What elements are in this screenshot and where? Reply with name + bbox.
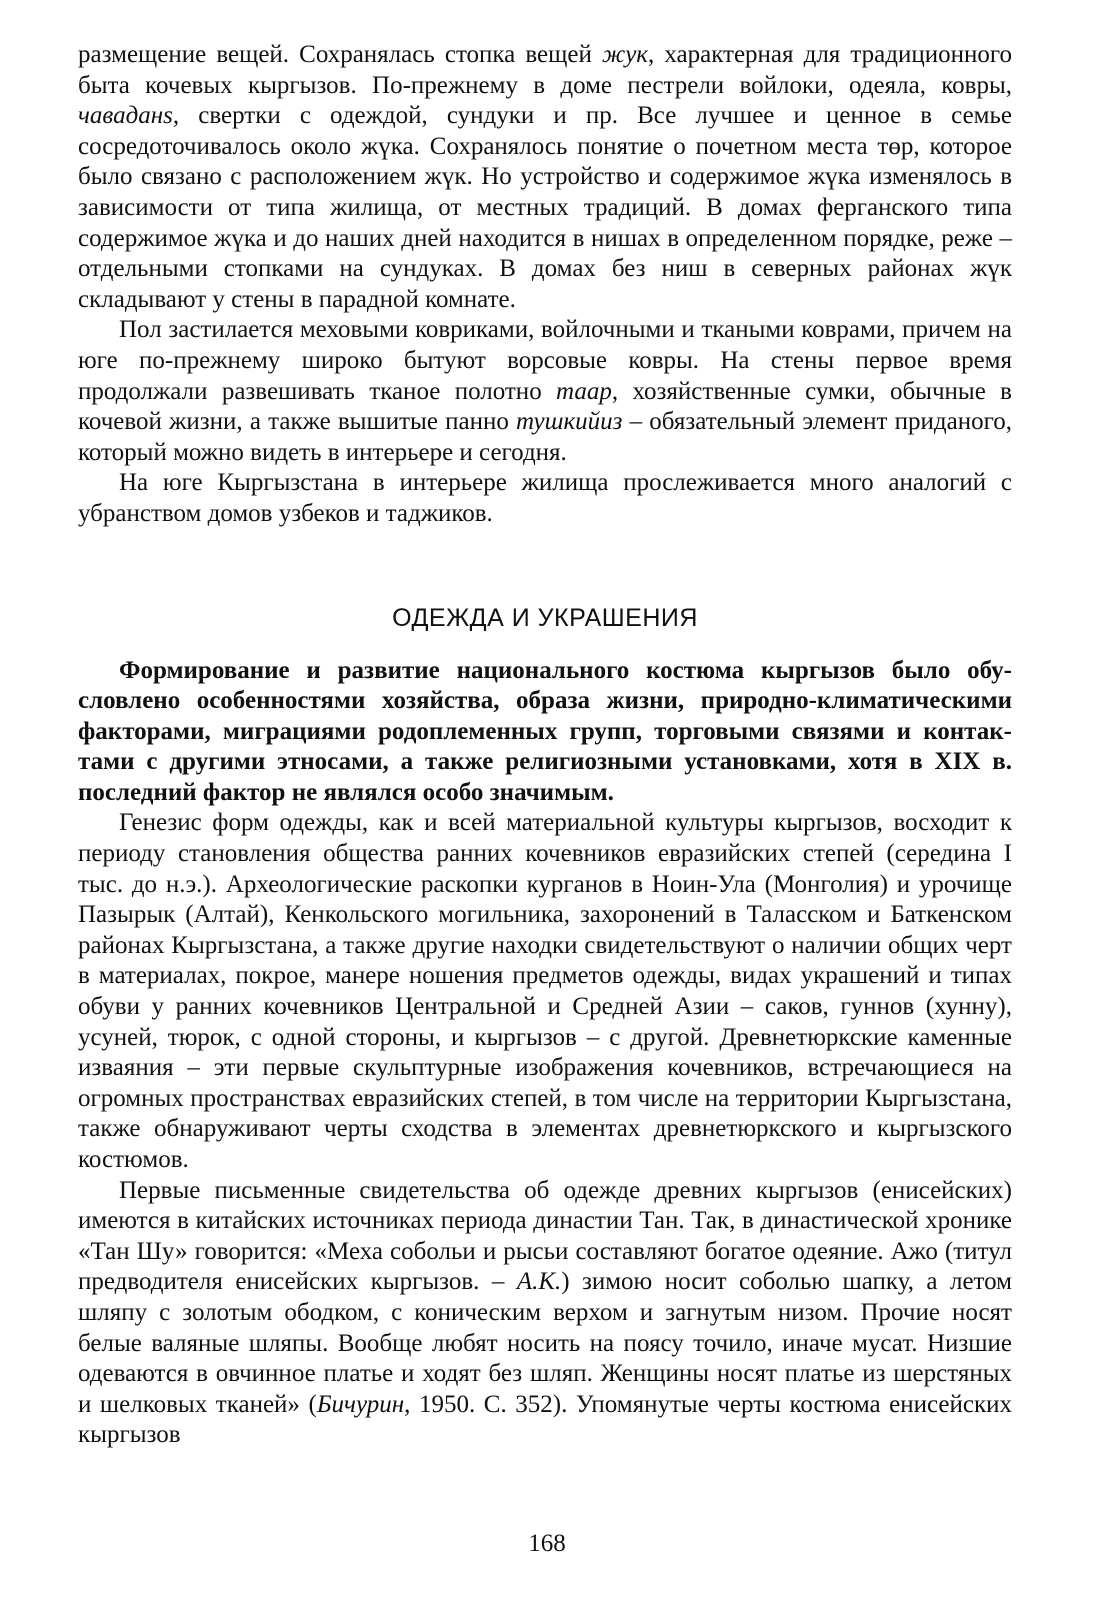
- italic-term: А.К.: [516, 1268, 562, 1296]
- italic-term: Бичурин: [316, 1390, 405, 1418]
- text-run: Пол застилается меховыми ковриками, войлочными и ткаными коврами, причем на юге по-прежнему широко бытуют ворсовые ковры. На стены первое время продолжали развешивать тканое полотно: [78, 316, 1012, 405]
- text-run: , свертки с одеждой, сундуки и пр. Все лучшее и ценное в семье сосредоточивалось около жүка. Сохранялось понятие о почетном места төр, которое было связано с расположением жүк. Но устройство и содержимое жүка изменялось в зависимости от типа жилища, от местных традиций. В домах ферганского типа содержимое жүка и до наших дней находится в нишах в определенном порядке, реже – отдельными стопками на сундуках. В домах без ниш в северных районах жүк складывают у стены в парадной комнате.: [78, 102, 1012, 313]
- paragraph: [78, 315, 1012, 468]
- page-number: 168: [528, 1530, 566, 1557]
- text-block-bottom: [78, 656, 1012, 1451]
- italic-term: тушкийиз: [516, 408, 623, 436]
- text-block-top: [78, 40, 1012, 530]
- text-run: Формирование и развитие национального костюма кыргызов было обусловлено особенностями хозяйства, образа жизни, природно-климатическими факторами, миграциями родоплеменных групп, торговыми связями и контактами с другими этносами, а также религиозными установками, хотя в XIX в. последний фактор не являлся особо значимым.: [78, 656, 1012, 806]
- paragraph: [78, 808, 1012, 1175]
- text-run: , 1950. С. 352). Упомянутые черты костюма енисейских кыргызов: [78, 1390, 1012, 1449]
- text-run: Генезис форм одежды, как и всей материальной культуры кыргызов, восходит к периоду становления общества ранних кочевников евразийских степей (середина I тыс. до н.э.). Археологические раскопки курганов в Ноин-Ула (Монголия) и урочище Пазырык (Алтай), Кенкольского могильника, захоронений в Таласском и Баткенском районах Кыргызстана, а также другие находки свидетельствуют о наличии общих черт в материалах, покрое, манере ношения предметов одежды, видах украшений и типах обуви у ранних кочевников Центральной и Средней Азии – саков, гуннов (хунну), усуней, тюрок, с одной стороны, и кыргызов – с другой. Древнетюркские каменные изваяния – эти первые скульптурные изображения кочевников, встречающиеся на огромных пространствах евразийских степей, в том числе на территории Кыргызстана, также обнаруживают черты сходства в элементах древнетюркского и кыргызского костюмов.: [78, 809, 1012, 1173]
- text-run: размещение вещей. Сохранялась стопка вещей: [78, 41, 602, 68]
- paragraph: [78, 40, 1012, 315]
- text-run: Первые письменные свидетельства об одежде древних кыргызов (енисейских) имеются в китайских источниках периода династии Тан. Так, в династической хронике «Тан Шу» говорится: «Меха собольи и рысьи составляют богатое одеяние. Ажо (титул предводителя енисейских кыргызов. –: [78, 1176, 1012, 1296]
- paragraph: [78, 656, 1012, 809]
- italic-term: жук: [601, 41, 648, 68]
- section-title: ОДЕЖДА И УКРАШЕНИЯ: [392, 603, 698, 632]
- paragraph: [78, 1176, 1012, 1451]
- text-run: , характерная для традиционного быта кочевых кыргызов. По-прежнему в доме пестрели войлоки, одеяла, ковры,: [78, 41, 1012, 99]
- page-content: [78, 40, 1012, 1451]
- text-run: , хозяйственные сумки, обычные в кочевой жизни, а также вышитые панно: [78, 377, 1012, 436]
- text-run: На юге Кыргызстана в интерьере жилища прослеживается много аналогий с убранством домов узбеков и таджиков.: [78, 469, 1012, 527]
- italic-term: чаваданѕ: [78, 102, 173, 130]
- italic-term: таар: [556, 377, 612, 405]
- paragraph: [78, 468, 1012, 529]
- text-run: ) зимою носит соболью шапку, а летом шляпу с золотым ободком, с коническим верхом и загнутым низом. Прочие носят белые валяные шляпы. Вообще любят носить на поясу точило, иначе мусат. Низшие одеваются в овчинное платье и ходят без шляп. Женщины носят платье из шерстяных и шелковых тканей» (: [78, 1268, 1012, 1418]
- text-run: – обязательный элемент приданого, который можно видеть в интерьере и сегодня.: [78, 408, 1012, 466]
